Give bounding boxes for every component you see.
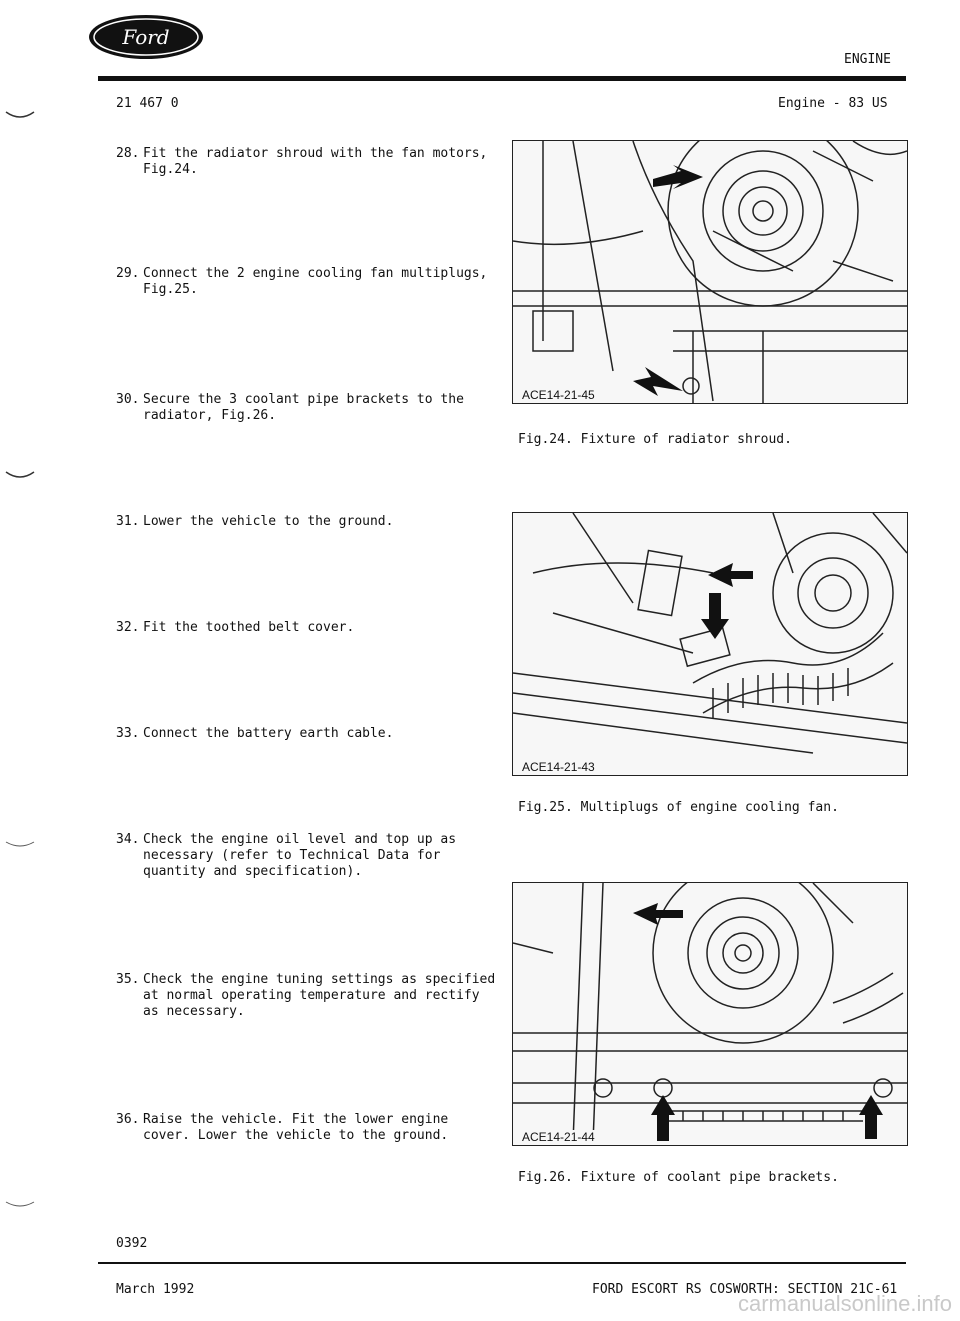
margin-mark	[4, 840, 36, 852]
step-34: 34. Check the engine oil level and top up as necessary (refer to Technical Data for quantity and specification).	[116, 832, 457, 879]
step-35: 35. Check the engine tuning settings as specified at normal operating temperature and rectify as necessary.	[116, 972, 496, 1019]
step-30: 30. Secure the 3 coolant pipe brackets to the radiator, Fig.26.	[116, 392, 464, 423]
figure-24-illustration	[512, 140, 908, 404]
page-code: 0392	[116, 1236, 148, 1251]
step-29: 29. Connect the 2 engine cooling fan multiplugs, Fig.25.	[116, 266, 488, 297]
figure-26-illustration	[512, 882, 908, 1146]
figure-24-code: ACE14-21-45	[522, 388, 595, 402]
step-31: 31. Lower the vehicle to the ground.	[116, 514, 394, 529]
margin-mark	[4, 470, 36, 482]
footer-section-ref: FORD ESCORT RS COSWORTH: SECTION 21C-61	[592, 1282, 898, 1297]
svg-text:Ford: Ford	[122, 25, 170, 49]
step-28: 28. Fit the radiator shroud with the fan motors, Fig.24.	[116, 146, 488, 177]
step-32: 32. Fit the toothed belt cover.	[116, 620, 355, 635]
step-36: 36. Raise the vehicle. Fit the lower engine cover. Lower the vehicle to the ground.	[116, 1112, 449, 1143]
engine-label: Engine - 83 US	[778, 96, 888, 111]
header-rule	[98, 76, 906, 81]
section-title: ENGINE	[844, 52, 891, 67]
step-33: 33. Connect the battery earth cable.	[116, 726, 394, 741]
footer-rule	[98, 1262, 906, 1264]
figure-25-caption: Fig.25. Multiplugs of engine cooling fan.	[518, 800, 839, 815]
margin-mark	[4, 110, 36, 122]
footer-date: March 1992	[116, 1282, 195, 1297]
figure-24-caption: Fig.24. Fixture of radiator shroud.	[518, 432, 792, 447]
document-number: 21 467 0	[116, 96, 179, 111]
figure-25-illustration	[512, 512, 908, 776]
figure-26-caption: Fig.26. Fixture of coolant pipe brackets.	[518, 1170, 839, 1185]
figure-25-code: ACE14-21-43	[522, 760, 595, 774]
ford-logo	[86, 12, 206, 62]
margin-mark	[4, 1200, 36, 1212]
figure-26-code: ACE14-21-44	[522, 1130, 595, 1144]
watermark: carmanualsonline.info	[737, 1291, 952, 1316]
